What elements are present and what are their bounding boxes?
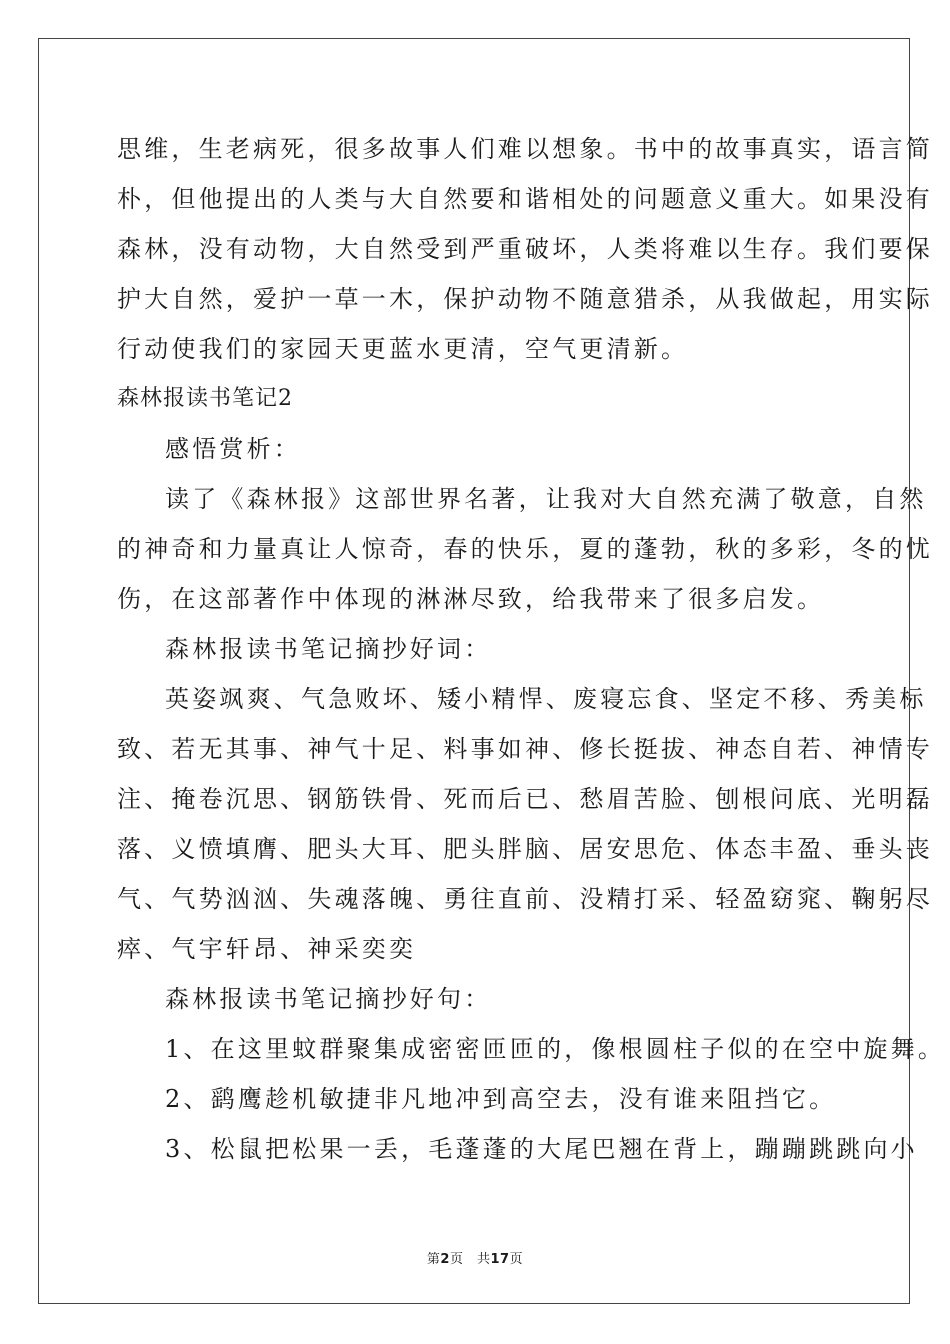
paragraph-line: 行动使我们的家园天更蓝水更清，空气更清新。 <box>117 335 689 363</box>
document-body <box>117 124 946 1174</box>
subheading: 森林报读书笔记摘抄好句： <box>165 985 492 1013</box>
footer-suffix: 页 <box>509 1252 524 1267</box>
sentence-item: 3、松鼠把松果一丢，毛蓬蓬的大尾巴翘在背上，蹦蹦跳跳向小 <box>165 1135 918 1163</box>
word-list-line: 注、掩卷沉思、钢筋铁骨、死而后已、愁眉苦脸、刨根问底、光明磊 <box>117 785 933 813</box>
paragraph-line: 朴，但他提出的人类与大自然要和谐相处的问题意义重大。如果没有 <box>117 185 933 213</box>
paragraph-line: 森林，没有动物，大自然受到严重破坏，人类将难以生存。我们要保 <box>117 235 933 263</box>
total-page-count: 17 <box>490 1252 510 1267</box>
paragraph-line: 的神奇和力量真让人惊奇，春的快乐，夏的蓬勃，秋的多彩，冬的忧 <box>117 535 933 563</box>
section-title: 森林报读书笔记2 <box>117 386 293 411</box>
word-list-line: 英姿飒爽、气急败坏、矮小精悍、废寝忘食、坚定不移、秀美标 <box>165 685 927 713</box>
word-list-line: 致、若无其事、神气十足、料事如神、修长挺拔、神态自若、神情专 <box>117 735 933 763</box>
page-footer <box>0 1248 950 1267</box>
footer-mid: 页 共 <box>449 1252 491 1267</box>
paragraph-line: 护大自然，爱护一草一木，保护动物不随意猎杀，从我做起，用实际 <box>117 285 933 313</box>
sentence-item: 1、在这里蚊群聚集成密密匝匝的，像根圆柱子似的在空中旋舞。 <box>165 1035 946 1063</box>
word-list-line: 瘁、气宇轩昂、神采奕奕 <box>117 935 417 963</box>
footer-prefix: 第 <box>426 1252 441 1267</box>
word-list-line: 气、气势汹汹、失魂落魄、勇往直前、没精打采、轻盈窈窕、鞠躬尽 <box>117 885 933 913</box>
subheading: 森林报读书笔记摘抄好词： <box>165 635 492 663</box>
paragraph-line: 读了《森林报》这部世界名著，让我对大自然充满了敬意，自然 <box>165 485 927 513</box>
paragraph-line: 思维，生老病死，很多故事人们难以想象。书中的故事真实，语言简 <box>117 135 933 163</box>
word-list-line: 落、义愤填膺、肥头大耳、肥头胖脑、居安思危、体态丰盈、垂头丧 <box>117 835 933 863</box>
paragraph-line: 伤，在这部著作中体现的淋淋尽致，给我带来了很多启发。 <box>117 585 825 613</box>
subheading: 感悟赏析： <box>165 435 301 463</box>
current-page-number: 2 <box>440 1252 450 1267</box>
sentence-item: 2、鹞鹰趁机敏捷非凡地冲到高空去，没有谁来阻挡它。 <box>165 1085 837 1113</box>
